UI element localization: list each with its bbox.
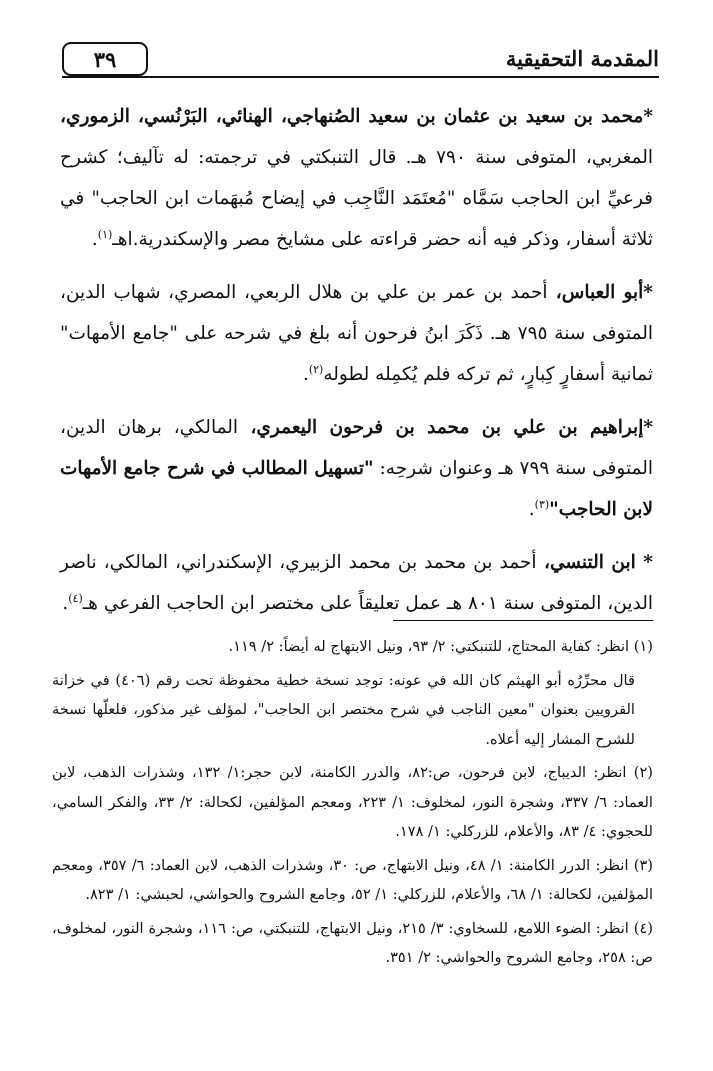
page-number-box bbox=[62, 42, 148, 76]
header-rule bbox=[62, 76, 659, 78]
footnote-1-note: قال محرِّرُه أبو الهيثم كان الله في عونه: توجد نسخة خطية محفوظة تحت رقم (٤٠٦) في خزانة القرويين بعنوان "معين الناجب في شرح مختصر ابن الحاجب"، لمؤلف غير مذكور، فلعلّها نسخة للشرح المشار إليه أعلاه. bbox=[52, 671, 635, 748]
header-title: المقدمة التحقيقية bbox=[505, 46, 659, 71]
entry-name: *محمد بن سعيد بن عثمان بن سعيد الصُنهاجي، الهنائي، البَرْنُسي، الزموري، bbox=[60, 106, 653, 127]
entry-ibn-al-tanasi: * ابن التنسي، أحمد بن محمد بن محمد الزبيري، الإسكندراني، المالكي، ناصر الدين، المتوفى سنة ٨٠١ هـ عمل تعليقاً على مختصر ابن الحاجب الفرعي هـ$^{(٤)}$. bbox=[60, 552, 653, 614]
entry-work-title: "تسهيل المطالب في شرح جامع الأمهات لابن الحاجب" bbox=[60, 458, 653, 520]
entry-abu-al-abbas: *أبو العباس، أحمد بن عمر بن علي بن هلال الربعي، المصري، شهاب الدين، المتوفى سنة ٧٩٥ هـ. ذَكَرَ ابنُ فرحون أنه بلغ في شرحه على "جامع الأمهات" ثمانية أسفارٍ كِبارٍ، ثم تركه فلم يُكمِله لطوله$^{(٢)}$. bbox=[60, 282, 653, 385]
entry-text: المالكي، برهان الدين، المتوفى سنة ٧٩٩ هـ وعنوان شرحِه: bbox=[60, 417, 654, 479]
footnote-ref: (٤) bbox=[68, 591, 83, 605]
running-header bbox=[62, 40, 659, 80]
footnotes bbox=[52, 632, 653, 977]
entry-name: *أبو العباس، bbox=[547, 282, 653, 303]
entry-name: * ابن التنسي، bbox=[536, 552, 653, 573]
page-number: ٣٩ bbox=[93, 46, 117, 72]
entry-ibn-farhun: *إبراهيم بن علي بن محمد بن فرحون اليعمري، المالكي، برهان الدين، المتوفى سنة ٧٩٩ هـ وعنوان شرحِه: "تسهيل المطالب في شرح جامع الأمهات لابن الحاجب"$^{(٣)}$. bbox=[60, 417, 654, 520]
entry-text: المغربي، المتوفى سنة ٧٩٠ هـ. قال التنبكتي في ترجمته: له تآليف؛ كشرح فرعيِّ ابن الحاجب سَمَّاه "مُعتَمَد النَّاجِب في إيضاح مُبهَمات ابن الحاجب" في ثلاثة أسفار، وذكر فيه أنه حضر قراءته على مشايخ مصر والإسكندرية.اهـ bbox=[60, 147, 653, 250]
footnote-2: (٢) انظر: الديباج، لابن فرحون، ص:٨٢، والدرر الكامنة، لابن حجر:١/ ١٣٢، وشذرات الذهب، لابن العماد: ٦/ ٣٣٧، وشجرة النور، لمخلوف: ١/ ٢٢٣، ومعجم المؤلفين، لكحالة: ٢/ ٣٣، والفكر السامي، للحجوي: ٤/ ٨٣، والأعلام، للزركلي: ١/ ١٧٨. bbox=[52, 764, 653, 840]
footnote-1: (١) انظر: كفاية المحتاج، للتنبكتي: ٢/ ٩٣، ونيل الابتهاج له أيضاً: ٢/ ١١٩. bbox=[228, 638, 653, 655]
main-text bbox=[60, 96, 653, 636]
footnote-4: (٤) انظر: الضوء اللامع، للسخاوي: ٣/ ٢١٥، ونيل الابتهاج، للتنبكتي، ص: ١١٦، وشجرة النور، لمخلوف، ص: ٢٥٨، وجامع الشروح والحواشي: ٢/ ٣٥١. bbox=[52, 919, 653, 966]
entry-name: *إبراهيم بن علي بن محمد بن فرحون اليعمري، bbox=[238, 417, 654, 438]
footnote-3: (٣) انظر: الدرر الكامنة: ١/ ٤٨، ونيل الابتهاج، ص: ٣٠، وشذرات الذهب، لابن العماد: ٦/ ٣٥٧، ومعجم المؤلفين، لكحالة: ١/ ٦٨، والأعلام، للزركلي: ١/ ٥٢، وجامع الشروح والحواشي، لحبشي: ١/ ٨٢٣. bbox=[52, 856, 653, 903]
entry-ibn-said: *محمد بن سعيد بن عثمان بن سعيد الصُنهاجي، الهنائي، البَرْنُسي، الزموري، المغربي، المتوفى سنة ٧٩٠ هـ. قال التنبكتي في ترجمته: له تآليف؛ كشرح فرعيِّ ابن الحاجب سَمَّاه "مُعتَمَد النَّاجِب في إيضاح مُبهَمات ابن الحاجب" في ثلاثة أسفار، وذكر فيه أنه حضر قراءته على مشايخ مصر والإسكندرية.اهـ$^{(١)}$. bbox=[60, 106, 653, 250]
footnote-ref: (١) bbox=[97, 227, 113, 241]
footnote-ref: (٢) bbox=[308, 362, 324, 376]
entry-text: أحمد بن محمد بن محمد الزبيري، الإسكندراني، المالكي، ناصر الدين، المتوفى سنة ٨٠١ هـ عمل تعليقاً على مختصر ابن الحاجب الفرعي هـ bbox=[60, 552, 653, 614]
footnote-separator bbox=[393, 620, 653, 621]
footnote-ref: (٣) bbox=[534, 497, 550, 511]
entry-text: أحمد بن عمر بن علي بن هلال الربعي، المصري، شهاب الدين، المتوفى سنة ٧٩٥ هـ. ذَكَرَ ابنُ فرحون أنه بلغ في شرحه على "جامع الأمهات" ثمانية أسفارٍ كِبارٍ، ثم تركه فلم يُكمِله لطوله bbox=[60, 282, 653, 385]
